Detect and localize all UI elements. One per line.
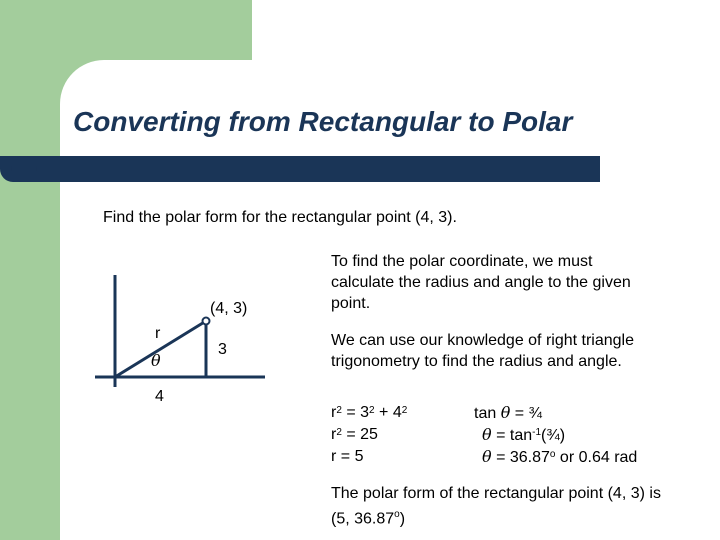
conclusion-text: The polar form of the rectangular point (4, 3) is (5, 36.87$^o$) — [331, 485, 661, 528]
opposite-side-label: 3 — [218, 341, 227, 358]
adjacent-side-label: 4 — [155, 388, 164, 405]
triangle-svg — [90, 270, 270, 390]
problem-prompt: Find the polar form for the rectangular point (4, 3). — [103, 209, 457, 226]
slide-title: Converting from Rectangular to Polar — [73, 106, 573, 137]
point-label: (4, 3) — [210, 300, 248, 317]
theta-label: θ — [151, 351, 161, 370]
angle-equation-1: tan θ = ¾ — [474, 403, 542, 422]
radius-label: r — [155, 325, 161, 342]
right-triangle-diagram — [90, 270, 270, 405]
point-marker — [203, 318, 210, 325]
explanation-paragraph-1: To find the polar coordinate, we must calculate the radius and angle to the given point. — [331, 253, 631, 312]
angle-equation-3: $\theta = 36.87^o$ or 0.64 rad — [482, 447, 638, 466]
angle-equation-2: $\theta = \tan^{-1}(\frac{3}{4})$ — [482, 425, 566, 444]
radius-equation-1: $r^2 = 3^2 + 4^2$ — [331, 404, 408, 421]
title-underline-bar — [0, 156, 600, 182]
explanation-paragraph-2: We can use our knowledge of right triangle trigonometry to find the radius and angle. — [331, 332, 634, 370]
radius-equation-2: $r^2 = 25$ — [331, 426, 378, 443]
title-bullet-circle — [11, 156, 37, 182]
radius-equation-3: r = 5 — [331, 448, 364, 465]
